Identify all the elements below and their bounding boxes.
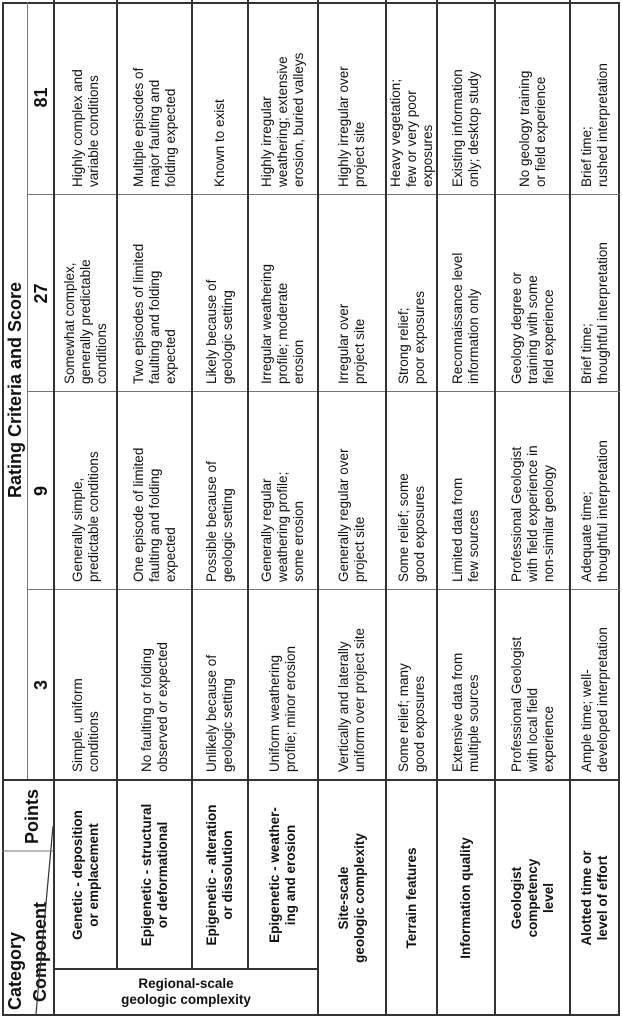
criteria-cell-score-27 <box>117 195 192 392</box>
criteria-line: Two episodes of limited <box>130 243 146 384</box>
group-label-cell <box>56 970 316 1014</box>
criteria-line: Brief time; <box>579 323 594 384</box>
criteria-line: only; desktop study <box>466 71 481 187</box>
rating-criteria-title: Rating Criteria and Score <box>4 281 25 499</box>
criteria-line: information only <box>466 288 481 384</box>
criteria-line: field experience <box>540 289 556 384</box>
criteria-line: Somewhat complex, <box>61 262 77 384</box>
criteria-cell-score-3 <box>248 590 318 780</box>
component-cell <box>248 782 318 968</box>
criteria-line: Some relief; many <box>395 663 411 772</box>
criteria-cell-score-3 <box>192 590 248 780</box>
criteria-line: profile; minor erosion <box>283 645 298 772</box>
score-header-3: 3 <box>30 680 51 691</box>
criteria-line: rushed interpretation <box>595 63 610 187</box>
criteria-line: thoughtful interpretation <box>595 242 610 384</box>
component-cell <box>437 782 495 1014</box>
component-cell <box>495 782 570 1014</box>
criteria-line: profile; moderate <box>275 282 290 384</box>
criteria-line: Geology degree or <box>508 272 524 384</box>
component-label-line: level <box>540 882 556 914</box>
component-label-line: Terrain features <box>403 847 419 949</box>
criteria-line: multiple sources <box>466 674 481 772</box>
criteria-cell-score-9 <box>54 392 117 590</box>
criteria-line: Generally regular <box>259 478 274 582</box>
criteria-line: expected <box>162 527 178 582</box>
criteria-cell-score-81 <box>192 0 248 195</box>
criteria-cell-score-9 <box>192 392 248 590</box>
criteria-cell-score-27 <box>54 195 117 392</box>
criteria-line: Highly complex and <box>69 69 85 187</box>
criteria-line: erosion, buried valleys <box>291 52 306 187</box>
score-header-27: 27 <box>30 283 51 304</box>
criteria-line: faulting and folding <box>146 468 162 582</box>
criteria-line: few or very poor <box>403 90 419 187</box>
criteria-cell-score-27 <box>318 195 386 392</box>
criteria-cell-score-3 <box>117 590 192 780</box>
criteria-line: Brief time; <box>579 126 594 187</box>
criteria-cell-score-9 <box>570 392 620 590</box>
criteria-line: variable conditions <box>85 75 101 187</box>
component-label-line: Epigenetic - alteration <box>204 804 219 946</box>
criteria-line: or field experience <box>532 76 548 187</box>
component-cell <box>318 782 386 1014</box>
criteria-line: Professional Geologist <box>508 446 524 582</box>
criteria-cell-score-81 <box>248 0 318 195</box>
component-label-line: Genetic - deposition <box>69 810 85 940</box>
criteria-cell-score-27 <box>192 195 248 392</box>
component-label-line: Information quality <box>458 837 473 959</box>
criteria-cell-score-9 <box>437 392 495 590</box>
criteria-line: Highly irregular <box>259 96 274 187</box>
criteria-line: Ample time; well- <box>579 669 594 772</box>
criteria-cell-score-3 <box>386 590 437 780</box>
component-label-line: geologic complexity <box>352 833 367 963</box>
criteria-line: project site <box>352 516 367 582</box>
criteria-line: with local field <box>524 687 540 772</box>
criteria-cell-score-3 <box>54 590 117 780</box>
component-label-line: Geologist <box>508 866 524 930</box>
criteria-line: Professional Geologist <box>508 636 524 772</box>
criteria-line: No geology training <box>516 70 532 187</box>
criteria-cell-score-81 <box>318 0 386 195</box>
criteria-line: good exposures <box>411 485 427 582</box>
criteria-line: developed interpretation <box>595 627 610 772</box>
criteria-line: Existing information <box>450 69 465 187</box>
component-label-line: ing and erosion <box>283 824 298 926</box>
criteria-line: Highly irregular over <box>336 66 351 187</box>
component-cell <box>54 782 117 968</box>
criteria-line: Uniform weathering <box>267 654 282 772</box>
criteria-line: uniform over project site <box>352 627 367 772</box>
criteria-cell-score-3 <box>570 590 620 780</box>
component-label-line: level of effort <box>595 855 610 941</box>
criteria-cell-score-9 <box>495 392 570 590</box>
component-header: Component <box>30 902 50 1002</box>
criteria-line: good exposures <box>411 675 427 772</box>
points-header: Points <box>21 788 42 844</box>
criteria-cell-score-27 <box>570 195 620 392</box>
criteria-line: Some relief; some <box>395 473 411 582</box>
criteria-line: One episode of limited <box>130 447 146 582</box>
criteria-line: training with some <box>524 275 540 384</box>
criteria-line: Possible because of <box>204 461 219 582</box>
component-cell <box>386 782 437 1014</box>
criteria-line: weathering profile; <box>275 471 290 582</box>
criteria-line: non-similar geology <box>540 464 556 582</box>
criteria-line: Reconnaissance level <box>450 252 465 384</box>
criteria-cell-score-27 <box>248 195 318 392</box>
criteria-cell-score-81 <box>54 0 117 195</box>
criteria-line: Irregular over <box>336 303 351 384</box>
criteria-line: Multiple episodes of <box>130 67 146 187</box>
criteria-line: exposures <box>419 124 435 187</box>
criteria-cell-score-3 <box>437 590 495 780</box>
criteria-line: Limited data from <box>450 477 465 582</box>
group-label <box>121 976 251 1008</box>
criteria-line: geologic setting <box>220 678 235 772</box>
criteria-cell-score-9 <box>248 392 318 590</box>
group-label-line1: Regional-scale <box>138 976 234 991</box>
criteria-line: Irregular weathering <box>259 263 274 384</box>
criteria-line: Known to exist <box>212 99 227 187</box>
criteria-line: conditions <box>85 711 101 772</box>
criteria-cell-score-27 <box>386 195 437 392</box>
criteria-line: Vertically and laterally <box>336 641 351 772</box>
criteria-line: No faulting or folding <box>138 648 154 772</box>
criteria-line: Extensive data from <box>450 652 465 772</box>
component-label-line: or deformational <box>154 821 170 929</box>
criteria-line: observed or expected <box>154 642 170 772</box>
criteria-cell-score-81 <box>570 0 620 195</box>
criteria-line: weathering; extensive <box>275 56 290 187</box>
component-label-line: or dissolution <box>220 830 235 920</box>
criteria-line: experience <box>540 705 556 772</box>
component-cell <box>192 782 248 968</box>
criteria-cell-score-9 <box>318 392 386 590</box>
category-header: Category <box>4 931 25 1010</box>
criteria-line: project site <box>352 318 367 384</box>
criteria-line: with field experience in <box>524 445 540 582</box>
component-label-line: Site-scale <box>336 866 351 930</box>
component-label-line: Epigenetic - weather- <box>267 807 282 943</box>
score-header-81: 81 <box>30 87 51 108</box>
criteria-cell-score-81 <box>437 0 495 195</box>
component-label-line: or emplacement <box>85 823 101 927</box>
criteria-line: Adequate time; <box>579 491 594 582</box>
criteria-cell-score-27 <box>495 195 570 392</box>
criteria-cell-score-9 <box>117 392 192 590</box>
criteria-line: faulting and folding <box>146 270 162 384</box>
component-cell <box>570 782 620 1014</box>
component-cell <box>117 782 192 968</box>
criteria-line: expected <box>162 329 178 384</box>
criteria-line: thoughtful interpretation <box>595 440 610 582</box>
criteria-line: Simple, uniform <box>69 678 85 772</box>
criteria-line: few sources <box>466 509 481 582</box>
criteria-line: folding expected <box>162 88 178 187</box>
criteria-line: Strong relief; <box>395 307 411 384</box>
criteria-line: Generally regular over <box>336 448 351 582</box>
criteria-cell-score-81 <box>117 0 192 195</box>
criteria-cell-score-81 <box>495 0 570 195</box>
criteria-line: generally predictable <box>77 259 93 384</box>
criteria-line: project site <box>352 121 367 187</box>
criteria-line: some erosion <box>291 500 306 582</box>
criteria-line: geologic setting <box>220 488 235 582</box>
score-header-9: 9 <box>30 486 51 497</box>
criteria-cell-score-3 <box>318 590 386 780</box>
criteria-line: Unlikely because of <box>204 654 219 772</box>
criteria-cell-score-9 <box>386 392 437 590</box>
criteria-line: major faulting and <box>146 79 162 187</box>
criteria-line: Generally simple, <box>69 477 85 582</box>
criteria-line: geologic setting <box>220 290 235 384</box>
criteria-line: Likely because of <box>204 279 219 384</box>
component-label-line: competency <box>524 858 540 938</box>
group-label-line2: geologic complexity <box>121 992 251 1007</box>
criteria-line: predictable conditions <box>85 451 101 582</box>
criteria-line: conditions <box>93 323 109 384</box>
criteria-cell-score-81 <box>386 0 437 195</box>
criteria-cell-score-3 <box>495 590 570 780</box>
criteria-cell-score-27 <box>437 195 495 392</box>
header-diagonal <box>2 780 56 1016</box>
criteria-line: poor exposures <box>411 290 427 384</box>
component-label-line: Alotted time or <box>579 850 594 946</box>
component-label-line: Epigenetic - structural <box>138 803 154 947</box>
criteria-line: erosion <box>291 339 306 384</box>
criteria-line: Heavy vegetation; <box>387 78 403 187</box>
